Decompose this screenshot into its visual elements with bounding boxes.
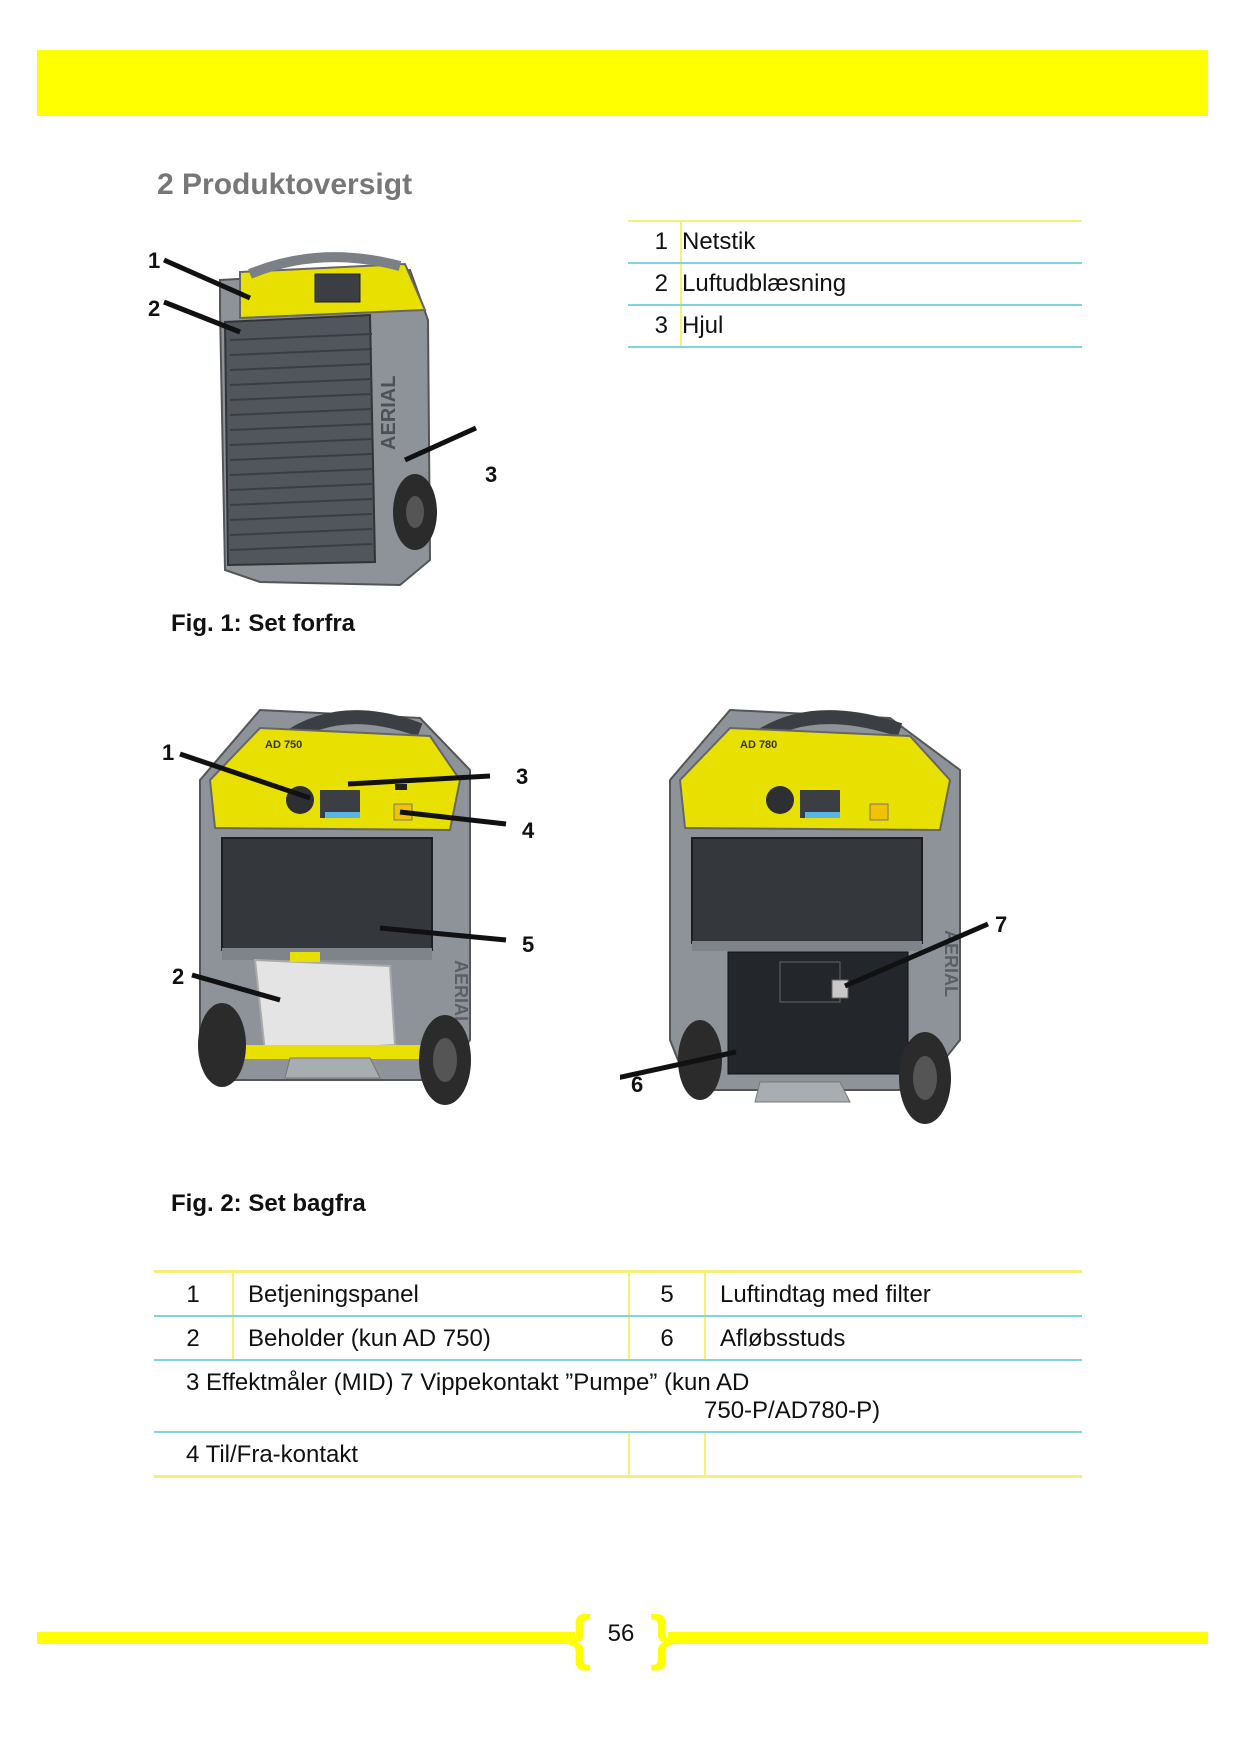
brand-label: AERIAL [378,375,400,450]
legend-label: Netstik [681,221,1082,263]
part-label: Luftindtag med filter [705,1272,1082,1317]
empty-cell [705,1432,1082,1477]
section-title: 2 Produktoversigt [157,168,413,201]
fig1-front-view-illustration [140,240,520,600]
parts-table [154,1270,1082,1478]
table-row [154,1432,1082,1477]
merged-row-cell: 4 Til/Fra-kontakt [154,1432,629,1477]
part-number: 1 [154,1272,233,1317]
callout-7: 7 [995,912,1008,937]
callout-5: 5 [522,932,535,957]
model-label: AD 750 [265,739,303,751]
legend-num: 2 [628,263,681,305]
brand-label: AERIAL [941,930,961,997]
footer-bracket-left: { [568,1604,592,1671]
footer-bracket-right: } [650,1604,674,1671]
page-number: 56 [607,1620,635,1647]
merged-row-continuation: 750-P/AD780-P) [704,1397,881,1424]
front-legend-table [628,220,1082,348]
part-label: Betjeningspanel [233,1272,629,1317]
header-band [37,50,1208,116]
legend-row [628,263,1082,305]
callout-1: 1 [162,740,175,765]
callout-1: 1 [148,248,161,273]
part-number: 6 [629,1316,705,1360]
fig1-caption: Fig. 1: Set forfra [171,610,356,637]
callout-3: 3 [516,764,529,789]
empty-cell [629,1432,705,1477]
table-row [154,1316,1082,1360]
callout-6: 6 [631,1072,644,1097]
merged-row-cell [154,1360,1082,1432]
legend-num: 3 [628,305,681,347]
table-row [154,1272,1082,1317]
part-label: Afløbsstuds [705,1316,1082,1360]
merged-row-text: 3 Effektmåler (MID) 7 Vippekontakt ”Pumpe” (kun AD [186,1369,750,1396]
model-label: AD 780 [740,739,778,751]
callout-3: 3 [485,462,498,487]
legend-num: 1 [628,221,681,263]
part-number: 5 [629,1272,705,1317]
legend-label: Hjul [681,305,1082,347]
legend-label: Luftudblæsning [681,263,1082,305]
fig2-rear-view-left-illustration [150,700,550,1150]
callout-4: 4 [522,818,535,843]
footer-bar-left [37,1632,575,1644]
brand-label: AERIAL [451,960,471,1027]
table-row [154,1360,1082,1432]
fig2-caption: Fig. 2: Set bagfra [171,1190,366,1217]
legend-row [628,221,1082,263]
callout-6-label [625,1068,655,1098]
callout-2: 2 [148,296,161,321]
part-number: 2 [154,1316,233,1360]
part-label: Beholder (kun AD 750) [233,1316,629,1360]
callout-2: 2 [172,964,185,989]
fig2-rear-view-right-illustration [620,700,1020,1160]
footer-bar-right [668,1632,1208,1644]
legend-row [628,305,1082,347]
